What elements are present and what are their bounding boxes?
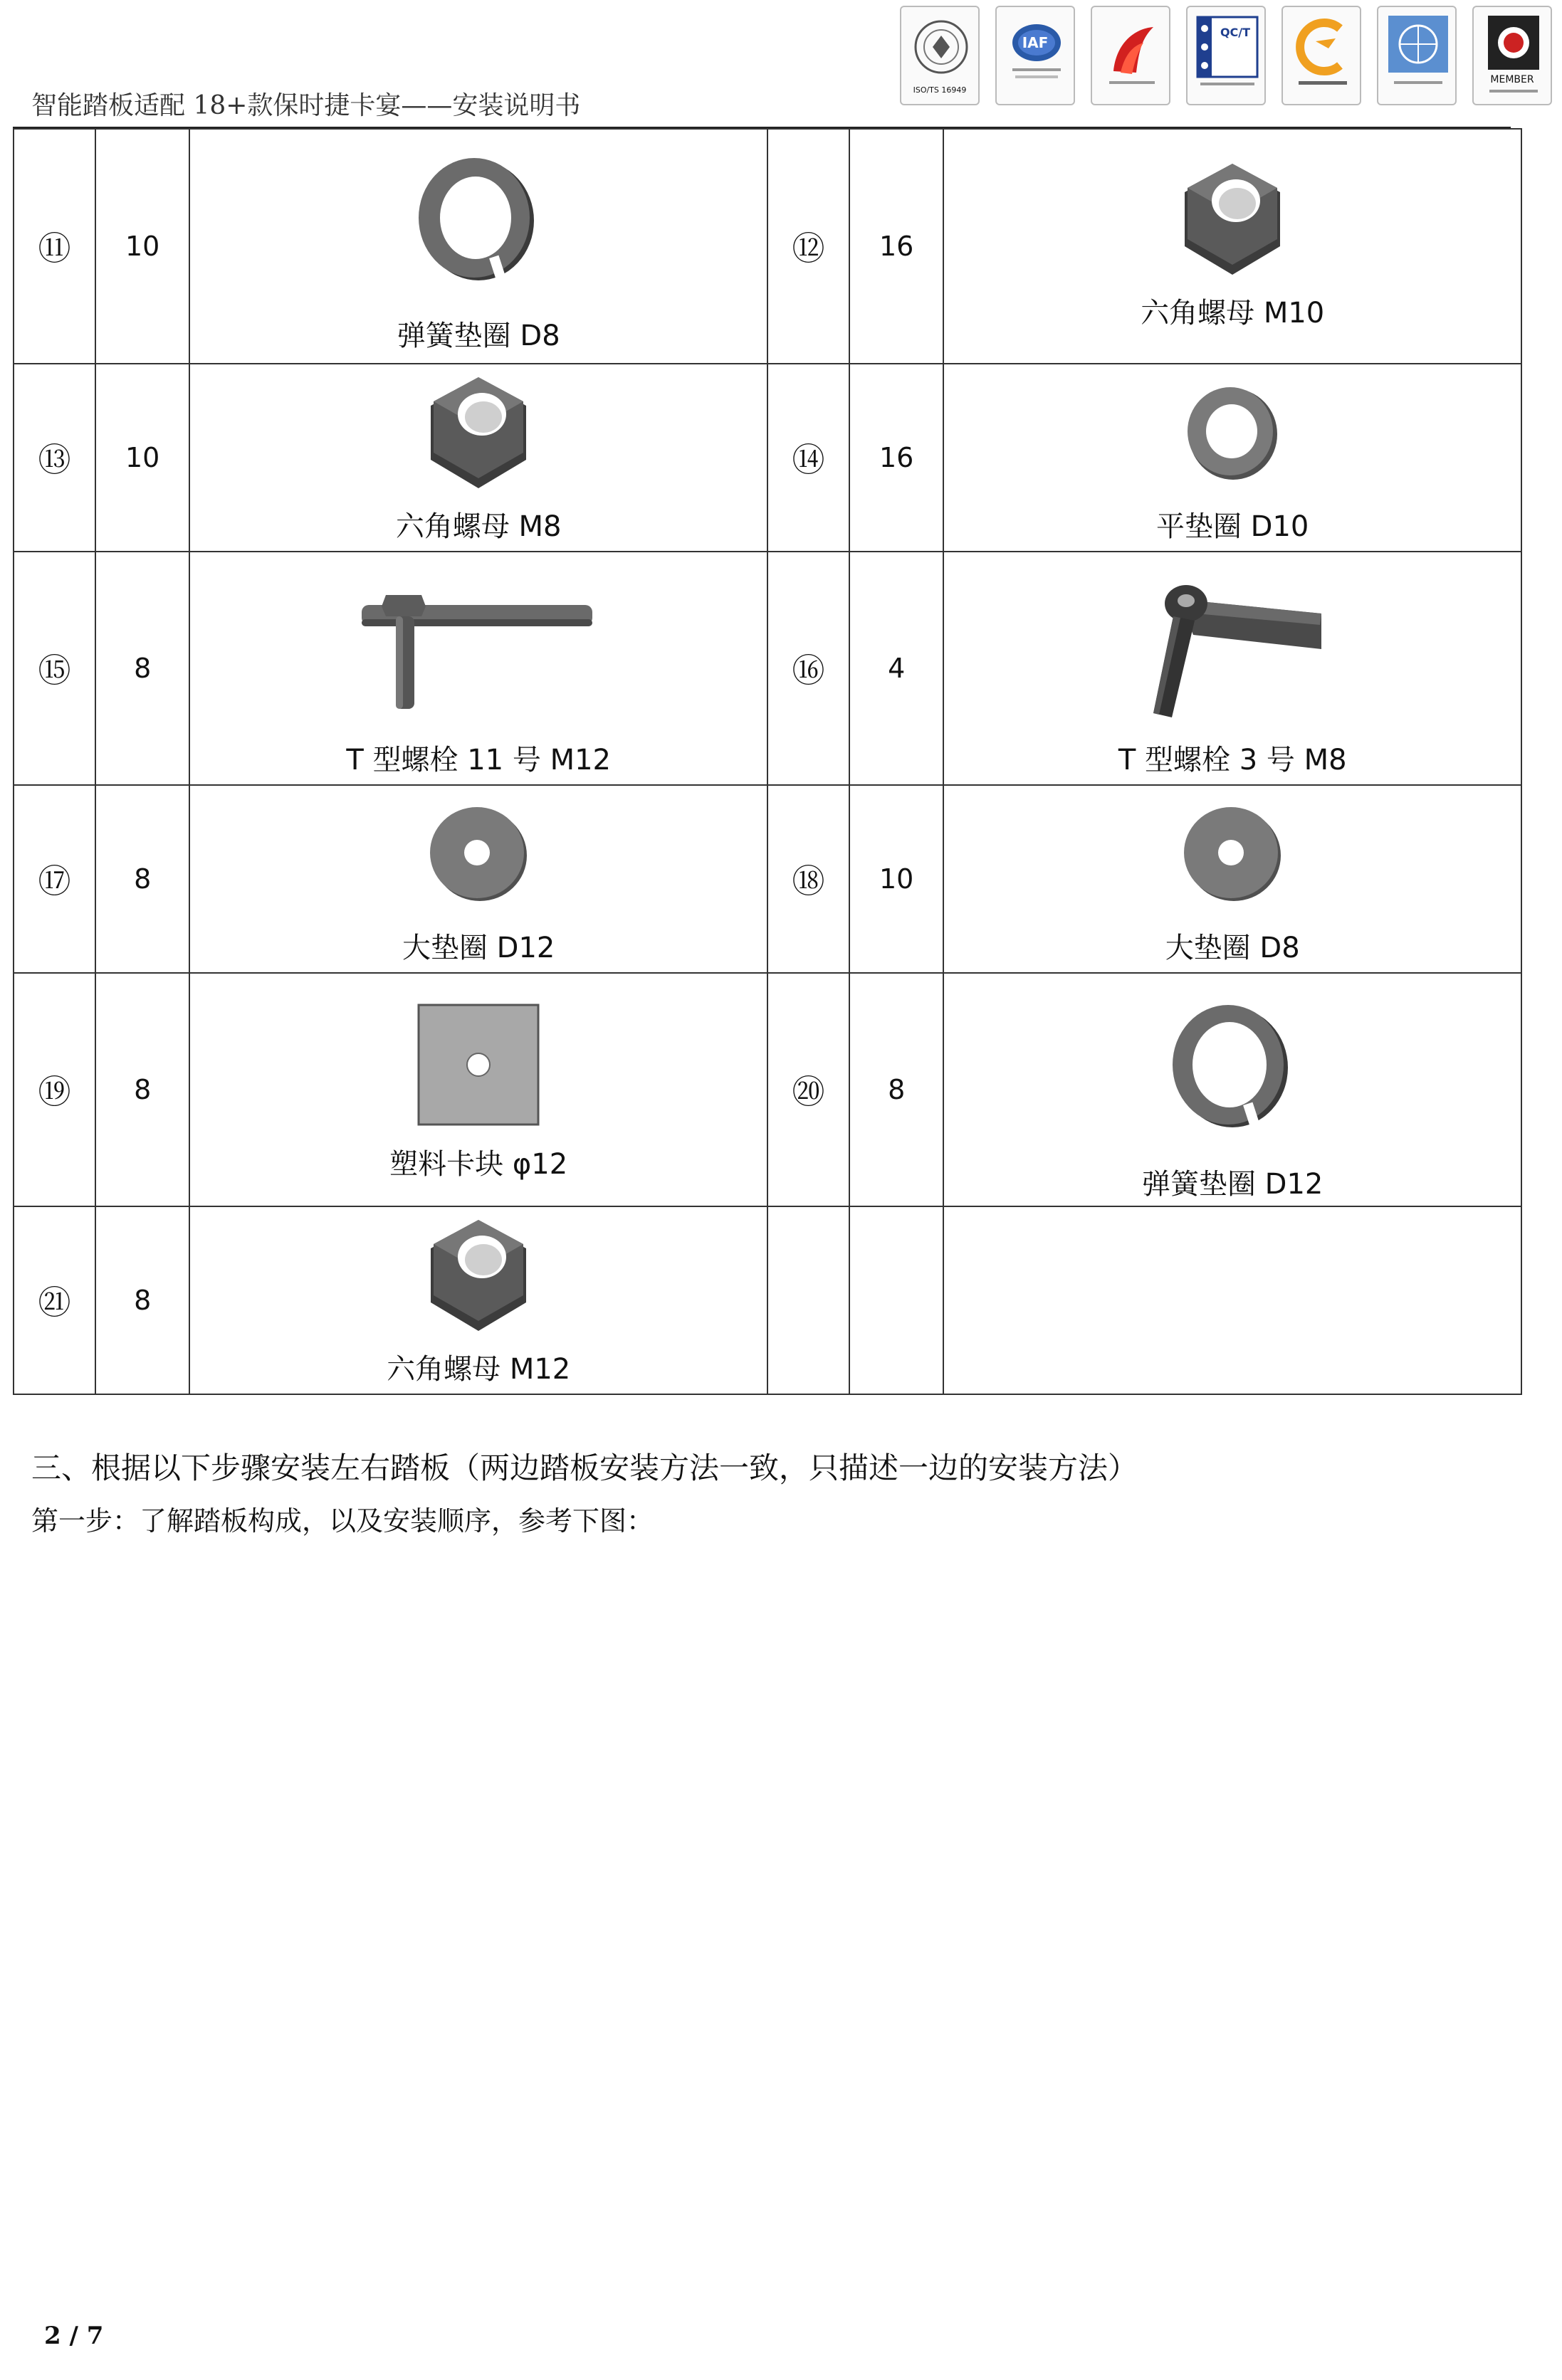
part-number: ⑬ [14, 364, 95, 552]
part-label: 大垫圈 D8 [1165, 932, 1300, 964]
part-cell [189, 129, 767, 364]
part-label: T 型螺栓 3 号 M8 [1118, 744, 1347, 776]
empty-cell [849, 1206, 943, 1394]
document-title: 智能踏板适配 18+款保时捷卡宴——安装说明书 [31, 91, 581, 120]
part-number: ⑪ [14, 129, 95, 364]
part-number: ⑮ [14, 552, 95, 785]
plastic-block-icon [417, 1004, 540, 1126]
spring-washer-icon [414, 155, 542, 283]
un-logo [1377, 6, 1457, 105]
part-label: T 型螺栓 11 号 M12 [346, 744, 611, 776]
flat-washer-icon [1186, 383, 1279, 483]
insurance-logo [1281, 6, 1361, 105]
part-quantity: 10 [95, 129, 189, 364]
part-label: 弹簧垫圈 D12 [1141, 1168, 1323, 1201]
part-quantity: 16 [849, 364, 943, 552]
part-cell [189, 1206, 767, 1394]
part-number: ⑲ [14, 973, 95, 1206]
part-quantity: 4 [849, 552, 943, 785]
part-quantity: 16 [849, 129, 943, 364]
part-label: 弹簧垫圈 D8 [397, 320, 560, 352]
part-number: ⑱ [767, 785, 849, 973]
part-cell [943, 785, 1521, 973]
page-number: 2 / 7 [44, 2322, 104, 2350]
iaf-logo [995, 6, 1075, 105]
part-label: 平垫圈 D10 [1155, 510, 1309, 543]
iso-ts-16949-logo [900, 6, 980, 105]
t-bolt-angled-icon [1129, 571, 1336, 727]
china-high-tech-logo [1091, 6, 1170, 105]
hex-nut-icon [418, 1217, 539, 1338]
hex-nut-icon [418, 374, 539, 495]
logo-caption: IAF [1022, 34, 1049, 51]
part-label: 塑料卡块 φ12 [389, 1148, 568, 1181]
table-row [14, 785, 1521, 973]
section-heading: 三、根据以下步骤安装左右踏板（两边踏板安装方法一致，只描述一边的安装方法） [31, 1450, 1138, 1485]
spring-washer-icon [1168, 1002, 1296, 1130]
part-number: ㉑ [14, 1206, 95, 1394]
part-quantity: 8 [95, 552, 189, 785]
part-cell [189, 785, 767, 973]
part-cell [943, 364, 1521, 552]
table-row [14, 1206, 1521, 1394]
hex-nut-icon [1172, 161, 1293, 282]
empty-cell [767, 1206, 849, 1394]
table-row [14, 129, 1521, 364]
certification-logos [900, 6, 1556, 111]
part-quantity: 10 [849, 785, 943, 973]
part-quantity: 8 [849, 973, 943, 1206]
part-quantity: 8 [95, 785, 189, 973]
parts-table [13, 128, 1522, 1395]
part-cell [189, 552, 767, 785]
part-cell [943, 552, 1521, 785]
large-washer-icon [1183, 804, 1282, 904]
part-label: 六角螺母 M12 [387, 1353, 571, 1386]
part-quantity: 8 [95, 973, 189, 1206]
logo-caption: MEMBER [1490, 74, 1534, 85]
logo-caption: QC/T [1220, 26, 1251, 39]
part-cell [189, 364, 767, 552]
part-number: ⑳ [767, 973, 849, 1206]
part-label: 六角螺母 M10 [1141, 297, 1325, 330]
member-logo [1472, 6, 1552, 105]
table-row [14, 364, 1521, 552]
table-row [14, 973, 1521, 1206]
t-bolt-icon [357, 574, 599, 716]
table-row [14, 552, 1521, 785]
part-quantity: 8 [95, 1206, 189, 1394]
part-cell [943, 973, 1521, 1206]
part-label: 大垫圈 D12 [402, 932, 555, 964]
part-cell [189, 973, 767, 1206]
empty-cell [943, 1206, 1521, 1394]
part-quantity: 10 [95, 364, 189, 552]
part-number: ⑯ [767, 552, 849, 785]
large-washer-icon [429, 804, 528, 904]
part-number: ⑰ [14, 785, 95, 973]
logo-caption: ISO/TS 16949 [913, 85, 967, 95]
part-number: ⑭ [767, 364, 849, 552]
part-cell [943, 129, 1521, 364]
part-label: 六角螺母 M8 [395, 510, 562, 543]
part-number: ⑫ [767, 129, 849, 364]
step-one-text: 第一步：了解踏板构成，以及安装顺序，参考下图： [31, 1505, 654, 1537]
qc-t-logo [1186, 6, 1266, 105]
